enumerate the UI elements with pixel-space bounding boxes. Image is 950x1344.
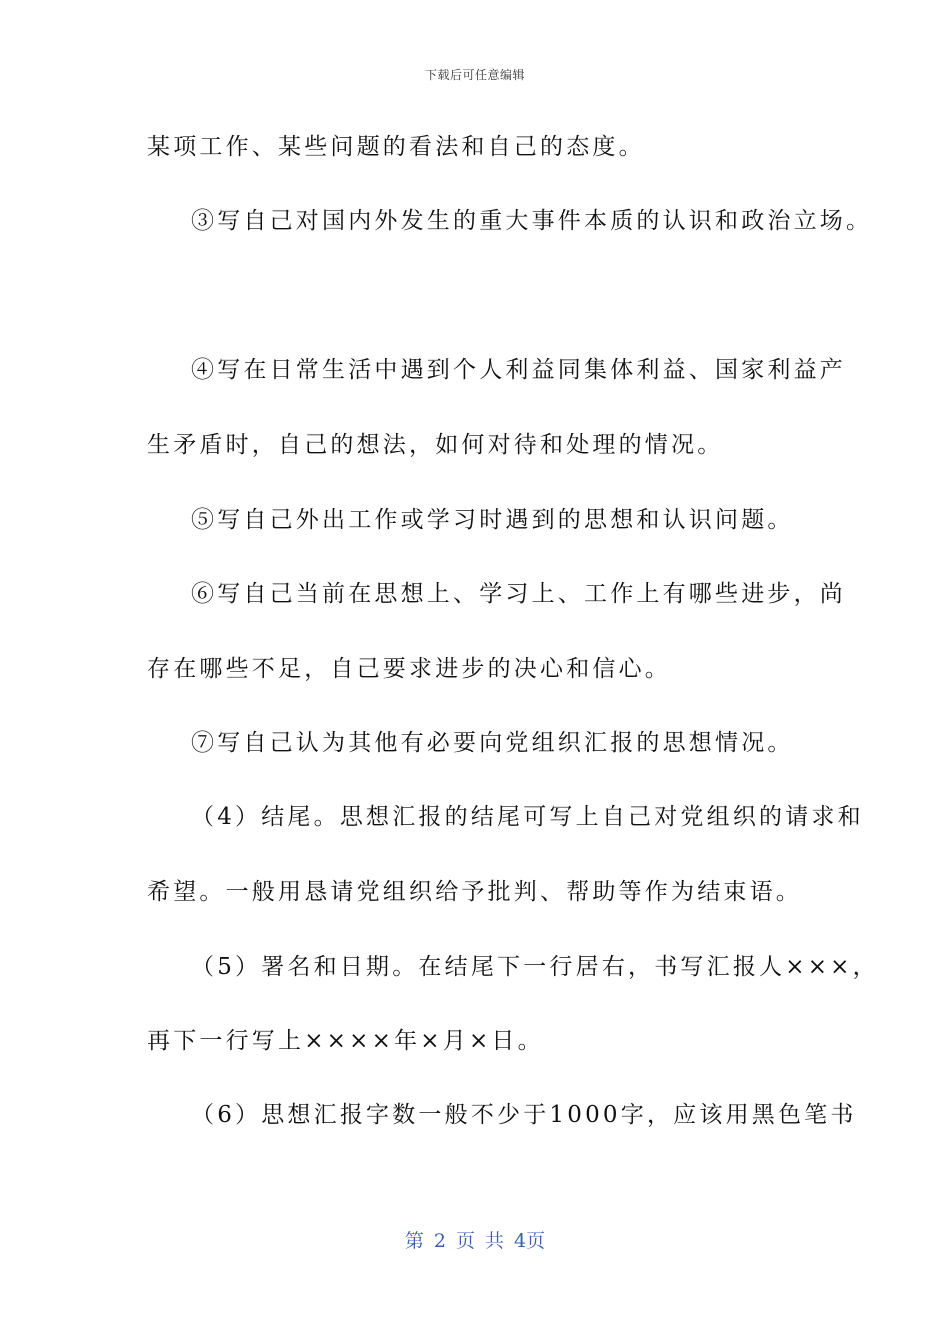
footer-label-ye: 页 [455, 1230, 475, 1252]
body-line: 再下一行写上××××年×月×日。 [147, 1028, 544, 1054]
body-line: 某项工作、某些问题的看法和自己的态度。 [147, 134, 645, 160]
footer-label-di: 第 [404, 1230, 424, 1252]
body-line: （4）结尾。思想汇报的结尾可写上自己对党组织的请求和 [191, 804, 864, 830]
body-line: （6）思想汇报字数一般不少于1000字，应该用黑色笔书 [191, 1102, 857, 1128]
footer-total-pages: 4页 [514, 1230, 546, 1252]
body-line: ⑤写自己外出工作或学习时遇到的思想和认识问题。 [191, 507, 794, 533]
footer-label-gong: 共 [485, 1230, 505, 1252]
body-line: 希望。一般用恳请党组织给予批判、帮助等作为结束语。 [147, 879, 802, 905]
body-line: ③写自己对国内外发生的重大事件本质的认识和政治立场。 [191, 208, 873, 234]
body-line: （5）署名和日期。在结尾下一行居右，书写汇报人×××， [191, 954, 879, 980]
body-line: ④写在日常生活中遇到个人利益同集体利益、国家利益产 [191, 357, 846, 383]
header-note: 下载后可任意编辑 [424, 68, 525, 82]
body-line: ⑥写自己当前在思想上、学习上、工作上有哪些进步，尚 [191, 581, 846, 607]
body-line: ⑦写自己认为其他有必要向党组织汇报的思想情况。 [191, 730, 794, 756]
body-line: 生矛盾时，自己的想法，如何对待和处理的情况。 [147, 432, 724, 458]
footer-current-page: 2 [433, 1230, 446, 1252]
page-footer [0, 1226, 950, 1253]
body-line: 存在哪些不足，自己要求进步的决心和信心。 [147, 656, 671, 682]
